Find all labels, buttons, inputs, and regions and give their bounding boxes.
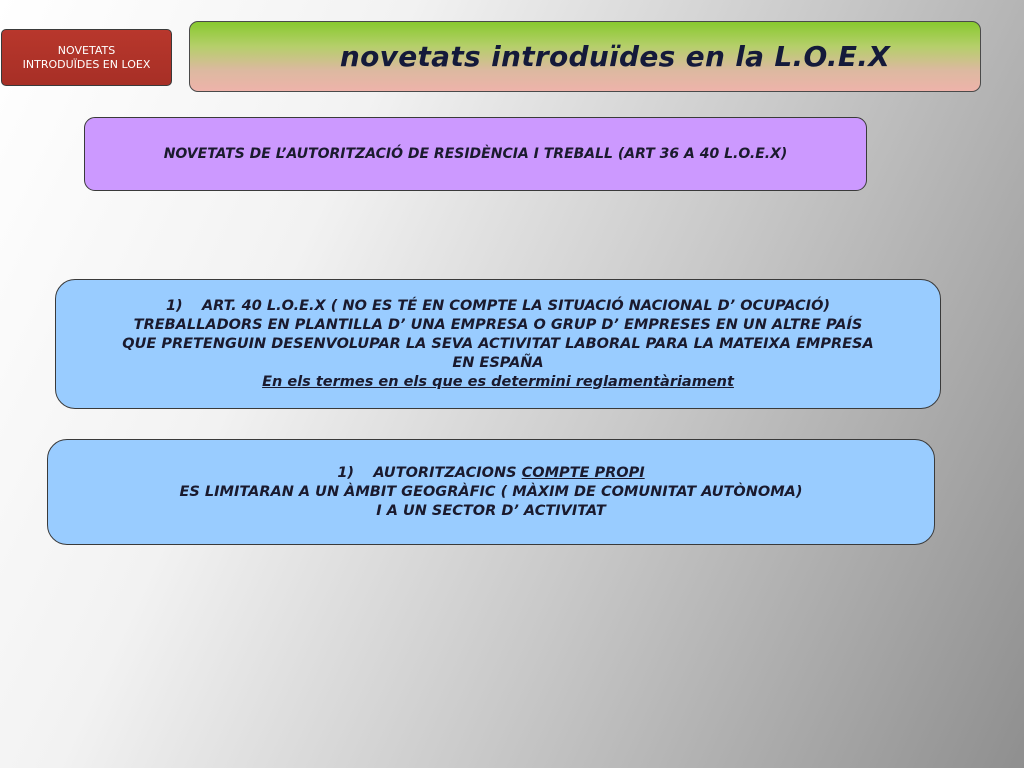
art-40-line-4: EN ESPAÑA <box>452 354 544 371</box>
title-banner <box>189 21 981 92</box>
list-number: 1) <box>337 464 355 481</box>
self-employment-line-2: ES LIMITARAN A UN ÀMBIT GEOGRÀFIC ( MÀXIM DE COMUNITAT AUTÒNOMA) <box>179 483 803 500</box>
self-employment-heading-underlined: COMPTE PROPI <box>521 464 645 481</box>
subtitle-text: NOVETATS DE L’AUTORITZACIÓ DE RESIDÈNCIA I TREBALL (ART 36 A 40 L.O.E.X) <box>163 146 788 162</box>
art-40-regulation-note: En els termes en els que es determini reglamentàriament <box>262 373 734 390</box>
art-40-line-2: TREBALLADORS EN PLANTILLA D’ UNA EMPRESA O GRUP D’ EMPRESES EN UN ALTRE PAÍS <box>133 316 863 333</box>
section-tag-line-2: INTRODUÏDES EN LOEX <box>22 57 151 71</box>
self-employment-heading-line <box>337 464 644 483</box>
list-number: 1) <box>165 297 183 314</box>
art-40-line-3: QUE PRETENGUIN DESENVOLUPAR LA SEVA ACTIVITAT LABORAL PARA LA MATEIXA EMPRESA <box>122 335 874 352</box>
art-40-info-box <box>55 279 941 409</box>
subtitle-box <box>84 117 867 191</box>
art-40-heading: ART. 40 L.O.E.X ( NO ES TÉ EN COMPTE LA SITUACIÓ NACIONAL D’ OCUPACIÓ) <box>201 297 831 314</box>
section-tag-line-1: NOVETATS <box>57 43 116 57</box>
self-employment-line-3: I A UN SECTOR D’ ACTIVITAT <box>376 502 606 519</box>
self-employment-heading: AUTORITZACIONS <box>373 464 522 481</box>
section-tag-button[interactable] <box>1 29 172 86</box>
page-title: novetats introduïdes en la L.O.E.X <box>339 40 891 73</box>
self-employment-info-box <box>47 439 935 545</box>
art-40-heading-line <box>166 297 830 316</box>
